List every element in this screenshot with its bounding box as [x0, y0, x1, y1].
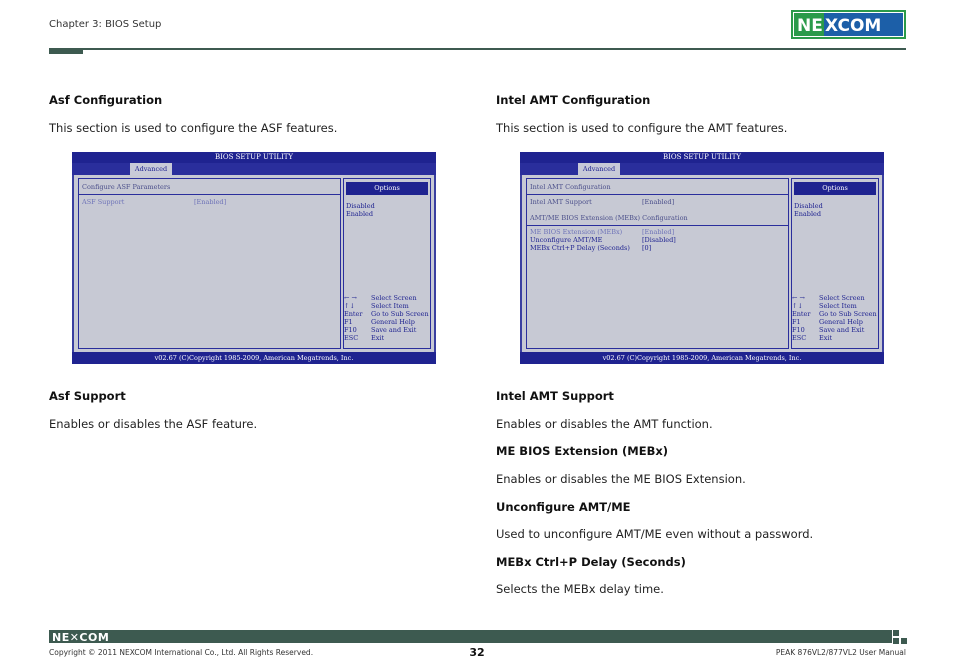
bios-key-desc: Select Screen [371, 294, 417, 302]
bios-tab-advanced: Advanced [130, 163, 172, 175]
corner-mark-icon [893, 630, 907, 644]
bios-key: F1 [344, 318, 353, 326]
bios-main-pane [526, 178, 789, 349]
mebx-heading: ME BIOS Extension (MEBx) [496, 444, 669, 458]
bios-row-value: [Disabled] [642, 236, 676, 244]
bios-key: ← → [792, 294, 805, 302]
mebx-delay-heading: MEBx Ctrl+P Delay (Seconds) [496, 555, 686, 569]
bios-key: ↑↓ [792, 302, 803, 310]
bios-help-pane [791, 178, 879, 349]
bios-key-desc: General Help [819, 318, 863, 326]
bios-key-desc: Exit [371, 334, 385, 342]
bios-row-label: ME BIOS Extension (MEBx) [530, 228, 623, 236]
bios-row-label: Intel AMT Support [530, 198, 592, 206]
bios-row-label: ASF Support [82, 198, 125, 206]
bios-key: F10 [792, 326, 805, 334]
bios-key: ESC [344, 334, 359, 342]
header-rule [49, 48, 906, 50]
bios-section-label: Configure ASF Parameters [82, 183, 171, 191]
bios-key-desc: Save and Exit [371, 326, 417, 334]
bios-sub-label: AMT/ME BIOS Extension (MEBx) Configuration [530, 214, 688, 222]
bios-key: Enter [344, 310, 363, 318]
copyright-text: Copyright © 2011 NEXCOM International Co., Ltd. All Rights Reserved. [49, 648, 314, 657]
svg-text:XCOM: XCOM [825, 16, 882, 36]
asf-config-text: This section is used to configure the ASF features. [49, 121, 338, 135]
bios-row-value: [Enabled] [194, 198, 227, 206]
bios-key: F10 [344, 326, 357, 334]
bios-key-desc: Go to Sub Screen [371, 310, 429, 318]
bios-main-pane [78, 178, 341, 349]
bios-key-desc: Save and Exit [819, 326, 865, 334]
footer-bar [49, 630, 892, 643]
footer-logo: NE✕COM [52, 631, 110, 644]
bios-tab-advanced: Advanced [578, 163, 620, 175]
page-number: 32 [469, 646, 485, 659]
mebx-text: Enables or disables the ME BIOS Extension. [496, 472, 746, 486]
bios-option: Enabled [794, 210, 822, 218]
amt-config-heading: Intel AMT Configuration [496, 93, 651, 107]
bios-option: Disabled [794, 202, 823, 210]
bios-footer: v02.67 (C)Copyright 1985-2009, American Megatrends, Inc. [520, 352, 884, 364]
bios-title: BIOS SETUP UTILITY [72, 152, 436, 163]
bios-key-desc: Go to Sub Screen [819, 310, 877, 318]
bios-option: Enabled [346, 210, 374, 218]
unconfigure-heading: Unconfigure AMT/ME [496, 500, 631, 514]
bios-title: BIOS SETUP UTILITY [520, 152, 884, 163]
bios-option: Disabled [346, 202, 375, 210]
amt-support-heading: Intel AMT Support [496, 389, 614, 403]
bios-help-pane [343, 178, 431, 349]
bios-options-label: Options [794, 182, 876, 195]
bios-row-value: [Enabled] [642, 228, 675, 236]
asf-support-heading: Asf Support [49, 389, 126, 403]
bios-key: F1 [792, 318, 801, 326]
manual-title: PEAK 876VL2/877VL2 User Manual [775, 648, 906, 657]
bios-screen-amt [520, 152, 884, 364]
bios-key-desc: Exit [819, 334, 833, 342]
amt-config-text: This section is used to configure the AMT features. [496, 121, 788, 135]
nexcom-logo [791, 10, 906, 39]
bios-key: Enter [792, 310, 811, 318]
bios-key-desc: Select Item [371, 302, 409, 310]
mebx-delay-text: Selects the MEBx delay time. [496, 582, 664, 596]
asf-config-heading: Asf Configuration [49, 93, 163, 107]
bios-key-desc: Select Item [819, 302, 857, 310]
bios-footer: v02.67 (C)Copyright 1985-2009, American Megatrends, Inc. [72, 352, 436, 364]
bios-screen-asf [72, 152, 436, 364]
bios-key: ← → [344, 294, 357, 302]
bios-key: ESC [792, 334, 807, 342]
bios-key-desc: General Help [371, 318, 415, 326]
amt-support-text: Enables or disables the AMT function. [496, 417, 713, 431]
bios-section-label: Intel AMT Configuration [530, 183, 611, 191]
asf-support-text: Enables or disables the ASF feature. [49, 417, 258, 431]
bios-key: ↑↓ [344, 302, 355, 310]
svg-text:NE: NE [797, 16, 823, 36]
bios-row-label: Unconfigure AMT/ME [530, 236, 603, 244]
bios-options-label: Options [346, 182, 428, 195]
bios-row-label: MEBx Ctrl+P Delay (Seconds) [530, 244, 630, 252]
bios-key-desc: Select Screen [819, 294, 865, 302]
bios-row-value: [Enabled] [642, 198, 675, 206]
header-accent [49, 48, 83, 54]
unconfigure-text: Used to unconfigure AMT/ME even without a password. [496, 527, 814, 541]
bios-row-value: [0] [642, 244, 652, 252]
chapter-title: Chapter 3: BIOS Setup [49, 19, 162, 30]
